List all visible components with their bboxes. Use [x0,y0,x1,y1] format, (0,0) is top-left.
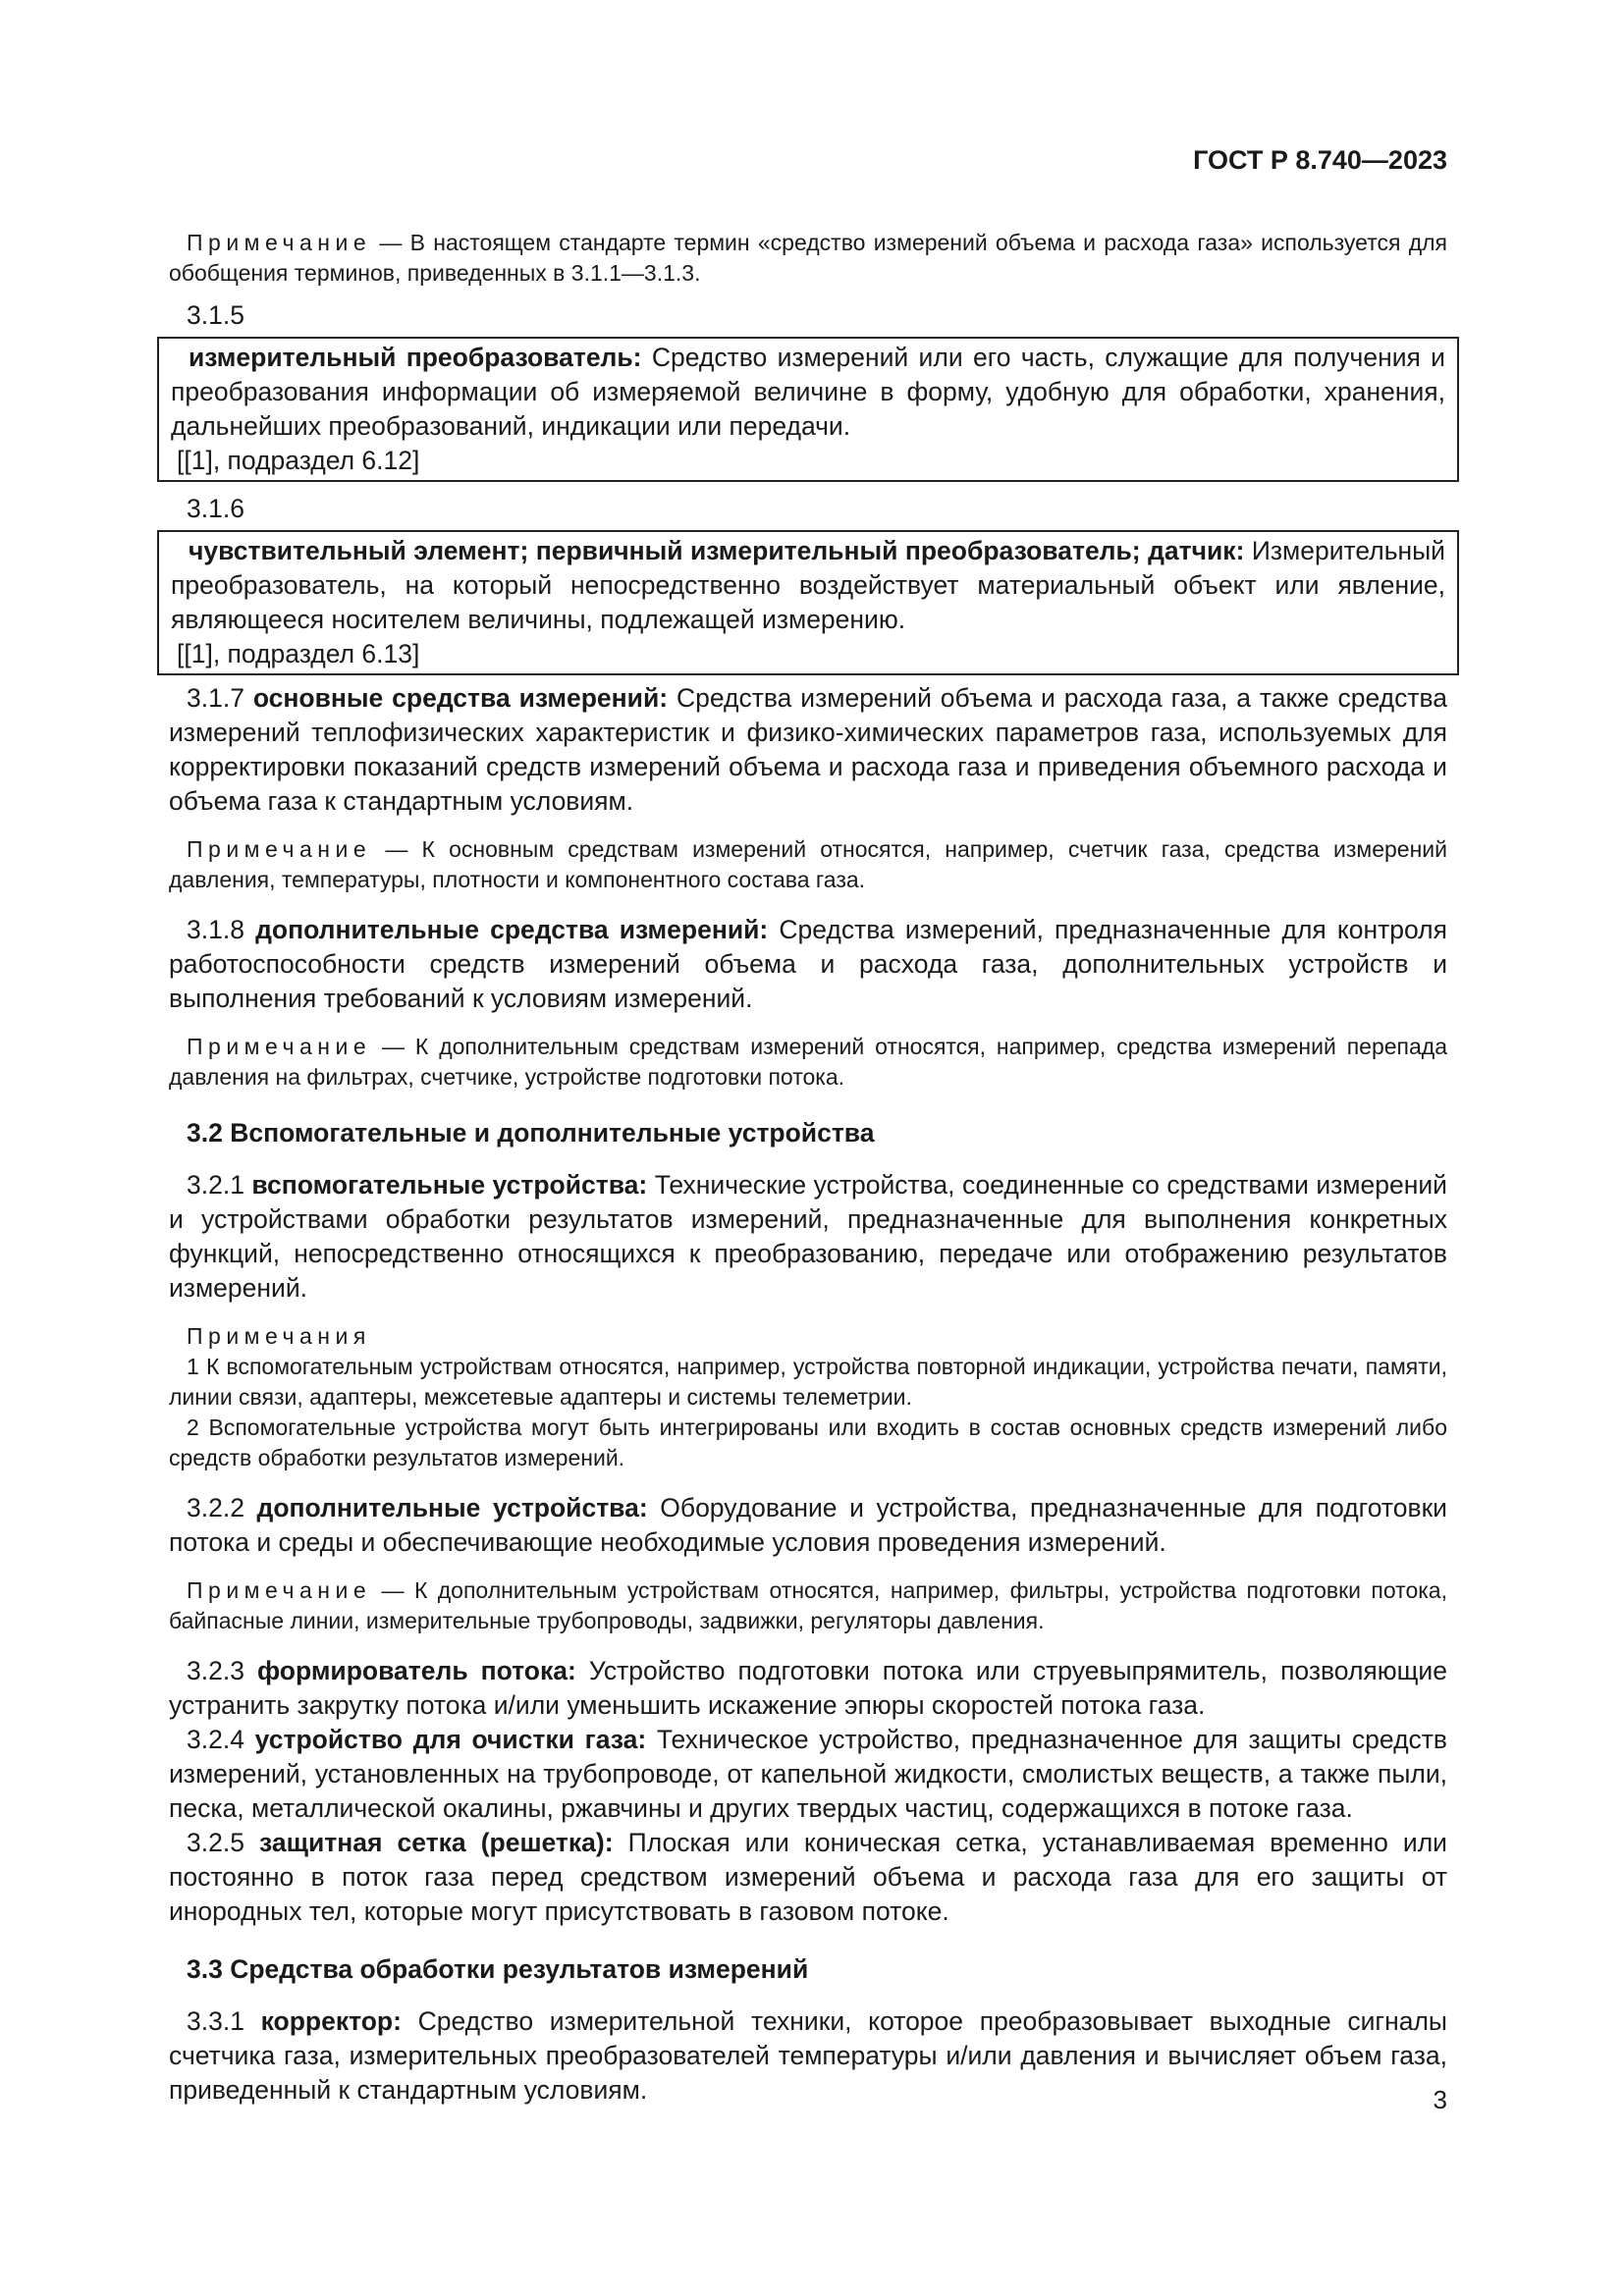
page-number: 3 [1433,2085,1447,2114]
clause-number: 3.1.5 [187,300,244,330]
term-name: дополнительные устройства: [256,1493,648,1522]
clause-3-2-2: 3.2.2 дополнительные устройства: Оборудование и устройства, предназначенные для подготовки потока и среды и обеспечивающие необходимые условия проведения измерений. [169,1493,1447,1557]
term-box-3-1-6 [157,530,1459,675]
term-name: корректор: [260,2006,402,2036]
note-general: Примечание — В настоящем стандарте термин «средство измерений объема и расхода газа» используется для обобщения терминов, приведенных в 3.1.1—3.1.3. [169,230,1447,286]
document-header: ГОСТ Р 8.740—2023 [1193,145,1447,175]
note-3-2-2: Примечание — К дополнительным устройствам относятся, например, фильтры, устройства подготовки потока, байпасные линии, измерительные трубопроводы, задвижки, регуляторы давления. [169,1577,1447,1633]
term-definition: чувствительный элемент; первичный измерительный преобразователь; датчик: Измерительный преобразователь, на который непосредственно воздействует материальный объект или явление, являющееся носителем величины, подлежащей измерению. [171,536,1445,634]
note-item-1: 1 К вспомогательным устройствам относятся, например, устройства повторной индикации, устройства печати, памяти, линии связи, адаптеры, межсетевые адаптеры и системы телеметрии. [169,1354,1447,1410]
clause-3-1-7: 3.1.7 основные средства измерений: Средства измерений объема и расхода газа, а также средства измерений теплофизических характеристик и физико-химических параметров газа, используемых для корректировки показаний средств измерений объема и расхода газа и приведения объемного расхода и объема газа к стандартным условиям. [169,683,1447,816]
term-name: дополнительные средства измерений: [255,915,769,944]
note-item-2: 2 Вспомогательные устройства могут быть интегрированы или входить в состав основных средств измерений либо средств обработки результатов измерений. [169,1415,1447,1470]
note-3-1-7: Примечание — К основным средствам измерений относятся, например, счетчик газа, средства измерений давления, температуры, плотности и компонентного состава газа. [169,836,1447,892]
term-name: измерительный преобразователь: [189,343,642,372]
clause-3-3-1: 3.3.1 корректор: Средство измерительной техники, которое преобразовывает выходные сигналы счетчика газа, измерительных преобразователей температуры и/или давления и вычисляет объем газа, приведенный к стандартным условиям. [169,2006,1447,2105]
term-name: основные средства измерений: [252,683,669,713]
section-heading-3-2: 3.2 Вспомогательные и дополнительные устройства [187,1118,875,1148]
term-name: чувствительный элемент; первичный измерительный преобразователь; датчик: [189,536,1245,565]
section-heading-3-3: 3.3 Средства обработки результатов измерений [187,1954,809,1984]
clause-3-2-1: 3.2.1 вспомогательные устройства: Технические устройства, соединенные со средствами измерений и устройствами обработки результатов измерений, предназначенные для выполнения конкретных функций, непосредственно относящихся к преобразованию, передаче или отображению результатов измерений. [169,1170,1447,1303]
term-reference: [[1], подраздел 6.12] [177,446,420,475]
document-content [169,228,1447,2108]
notes-title: Примечания [187,1323,371,1349]
term-name: защитная сетка (решетка): [259,1828,614,1857]
clause-3-1-8: 3.1.8 дополнительные средства измерений: Средства измерений, предназначенные для контроля работоспособности средств измерений объема и расхода газа, дополнительных устройств и выполнения требований к условиям измерений. [169,915,1447,1013]
clause-number: 3.1.6 [187,494,244,523]
term-box-3-1-5 [157,337,1459,482]
term-reference: [[1], подраздел 6.13] [177,639,420,668]
note-label: Примечание [187,230,372,255]
term-name: вспомогательные устройства: [251,1170,648,1200]
clause-3-2-4: 3.2.4 устройство для очистки газа: Техническое устройство, предназначенное для защиты средств измерений, установленных на трубопроводе, от капельной жидкости, смолистых веществ, а также пыли, песка, металлической окалины, ржавчины и других твердых частиц, содержащихся в потоке газа. [169,1725,1448,1823]
term-definition: измерительный преобразователь: Средство измерений или его часть, служащие для получения и преобразования информации об измеряемой величине в форму, удобную для обработки, хранения, дальнейших преобразований, индикации или передачи. [171,343,1445,441]
note-3-1-8: Примечание — К дополнительным средствам измерений относятся, например, средства измерений перепада давления на фильтрах, счетчике, устройстве подготовки потока. [169,1034,1447,1090]
term-name: формирователь потока: [256,1656,576,1685]
clause-3-2-3: 3.2.3 формирователь потока: Устройство подготовки потока или струевыпрямитель, позволяющие устранить закрутку потока и/или уменьшить искажение эпюры скоростей потока газа. [169,1656,1447,1720]
term-name: устройство для очистки газа: [254,1725,647,1754]
clause-3-2-5: 3.2.5 защитная сетка (решетка): Плоская или коническая сетка, устанавливаемая временно или постоянно в поток газа перед средством измерений объема и расхода газа для его защиты от инородных тел, которые могут присутствовать в газовом потоке. [169,1828,1447,1926]
